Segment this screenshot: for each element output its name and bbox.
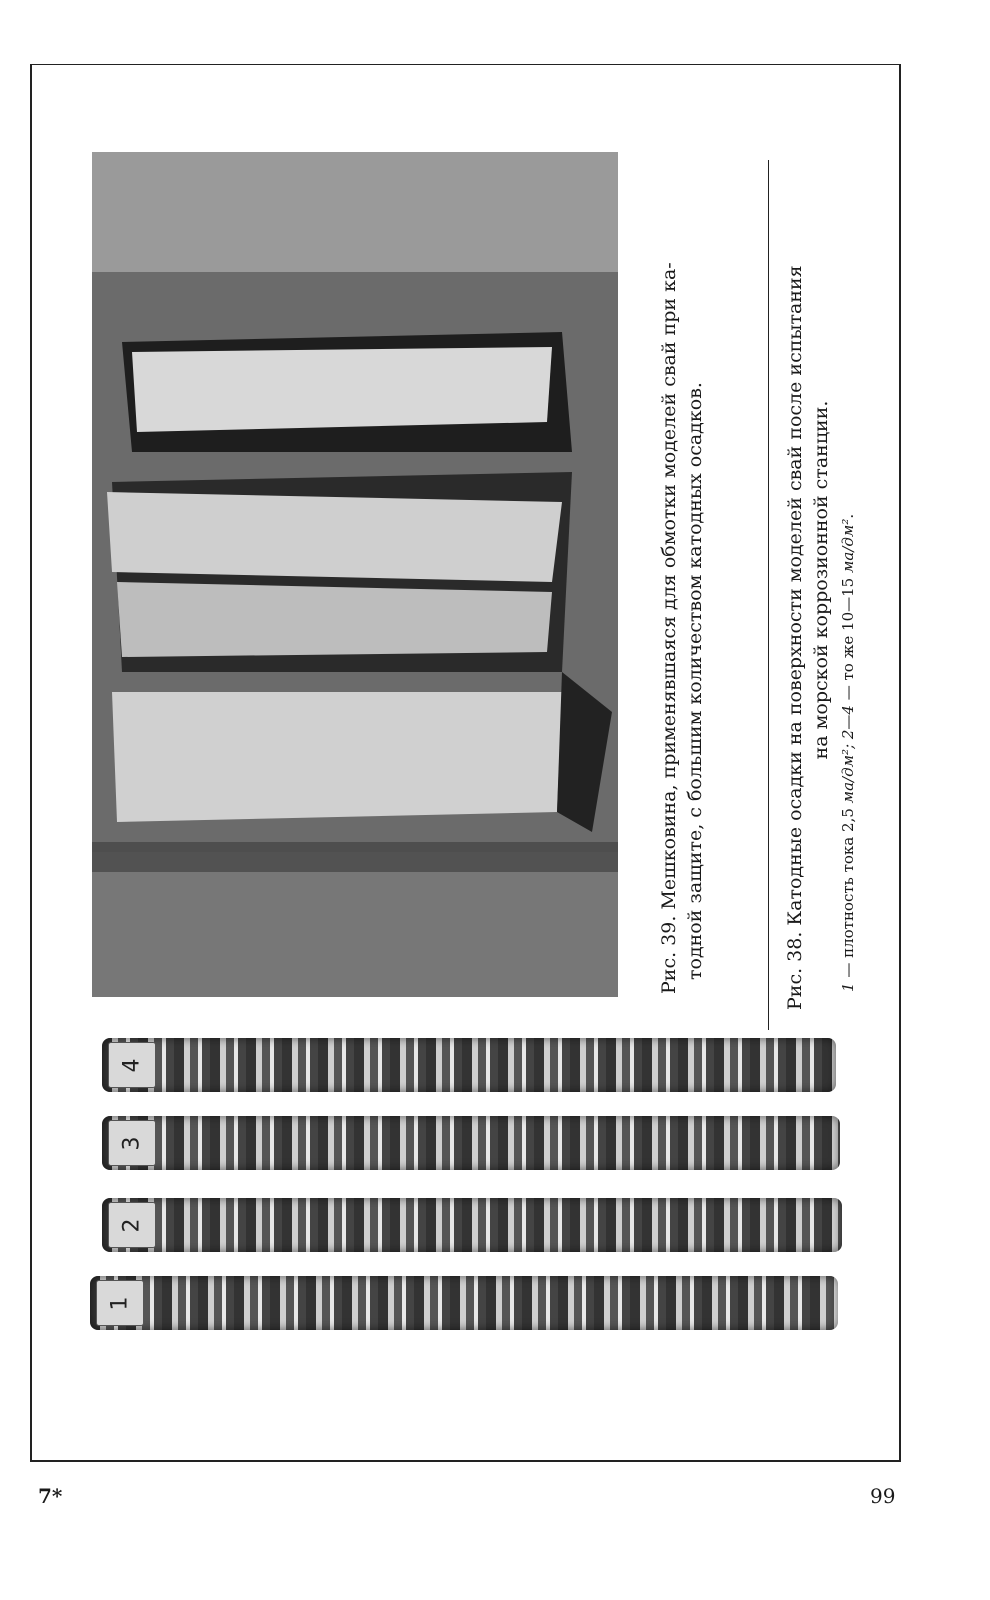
pile-label: 3 <box>108 1120 156 1166</box>
pile-label: 1 <box>96 1280 144 1326</box>
signature-mark: 7* <box>38 1484 63 1508</box>
sacking-photo <box>92 152 618 997</box>
pile-models-photo <box>82 1030 852 1350</box>
legend-unit-2: ма/дм² <box>839 518 857 574</box>
caption-fig39 <box>656 149 708 994</box>
caption-fig38-legend <box>838 292 858 992</box>
pile-model <box>102 1038 836 1092</box>
legend-text-1: — плотность тока 2,5 <box>839 803 857 983</box>
legend-number-1: 1 <box>839 982 857 992</box>
legend-number-2: ; 2—4 <box>839 705 857 749</box>
pile-model <box>102 1198 842 1252</box>
caption-fig38 <box>782 150 834 1010</box>
pile-model <box>102 1116 840 1170</box>
legend-unit-1: ма/дм² <box>839 748 857 804</box>
caption-fig39-line1: Рис. 39. Мешковина, применявшаяся для обмотки моделей свай при ка- <box>658 262 680 994</box>
pile-model <box>90 1276 838 1330</box>
legend-text-2: — то же 10—15 <box>839 573 857 706</box>
caption-fig38-line2: на морской коррозионной станции. <box>810 400 832 760</box>
caption-divider-rule <box>768 160 769 1030</box>
caption-fig38-line1: Рис. 38. Катодные осадки на поверхности моделей свай после испытания <box>784 265 806 1010</box>
page-number: 99 <box>870 1484 896 1508</box>
pile-label: 2 <box>108 1202 156 1248</box>
pile-label: 4 <box>108 1042 156 1088</box>
caption-fig39-line2: тодной защите, с большим количеством катодных осадков. <box>684 382 706 980</box>
legend-end: . <box>839 513 857 519</box>
